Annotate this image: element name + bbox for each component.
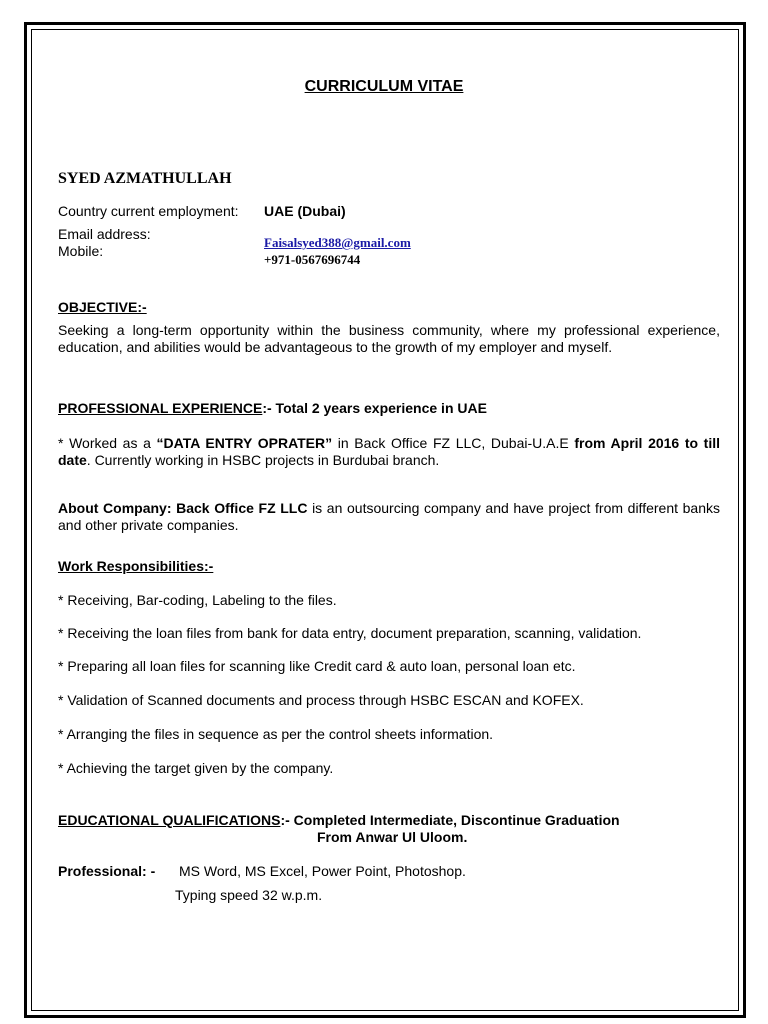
experience-detail xyxy=(58,435,720,469)
objective-heading: OBJECTIVE:- xyxy=(58,299,147,315)
professional-label: Professional: - xyxy=(58,863,156,879)
experience-heading: PROFESSIONAL EXPERIENCE xyxy=(58,400,263,416)
list-item: * Receiving, Bar-coding, Labeling to the files. xyxy=(58,592,337,608)
experience-role: “DATA ENTRY OPRATER” xyxy=(156,435,333,451)
email-label: Email address: xyxy=(58,226,151,242)
experience-heading-line xyxy=(58,400,487,416)
education-heading: EDUCATIONAL QUALIFICATIONS xyxy=(58,812,281,828)
document-title: CURRICULUM VITAE xyxy=(304,78,464,95)
list-item: * Achieving the target given by the company. xyxy=(58,760,334,776)
typing-speed: Typing speed 32 w.p.m. xyxy=(175,887,323,903)
mobile-label: Mobile: xyxy=(58,243,104,259)
company-text: is an outsourcing company and have project from different banks and other private companies. xyxy=(58,500,720,533)
mobile-value: +971-0567696744 xyxy=(264,252,361,267)
country-value: UAE (Dubai) xyxy=(264,203,346,219)
list-item: * Preparing all loan files for scanning like Credit card & auto loan, personal loan etc. xyxy=(58,658,576,674)
education-heading-line xyxy=(58,812,620,828)
email-link[interactable]: Faisalsyed388@gmail.com xyxy=(264,235,411,250)
list-item: * Arranging the files in sequence as per the control sheets information. xyxy=(58,726,494,742)
candidate-name: SYED AZMATHULLAH xyxy=(58,170,232,187)
experience-period: from April 2016 to till date xyxy=(58,435,721,468)
education-line2: From Anwar Ul Uloom. xyxy=(317,829,468,845)
list-item: * Receiving the loan files from bank for data entry, document preparation, scanning, validation. xyxy=(58,625,642,641)
list-item: * Validation of Scanned documents and process through HSBC ESCAN and KOFEX. xyxy=(58,692,584,708)
responsibilities-heading: Work Responsibilities:- xyxy=(58,558,214,574)
experience-mid: in Back Office FZ LLC, Dubai-U.A.E xyxy=(332,435,575,451)
experience-end: . Currently working in HSBC projects in Burdubai branch. xyxy=(86,452,440,468)
professional-skills: MS Word, MS Excel, Power Point, Photoshop. xyxy=(179,863,466,879)
experience-heading-suffix: :- Total 2 years experience in UAE xyxy=(262,400,487,416)
objective-text: Seeking a long-term opportunity within the business community, where my professional experience, education, and abilities would be advantageous to the growth of my employer and myself. xyxy=(58,322,720,355)
experience-prefix: * Worked as a xyxy=(58,435,157,451)
company-label: About Company: Back Office FZ LLC xyxy=(58,500,308,516)
education-line1: :- Completed Intermediate, Discontinue Graduation xyxy=(280,812,620,828)
company-about xyxy=(58,500,720,534)
country-label: Country current employment: xyxy=(58,203,239,219)
